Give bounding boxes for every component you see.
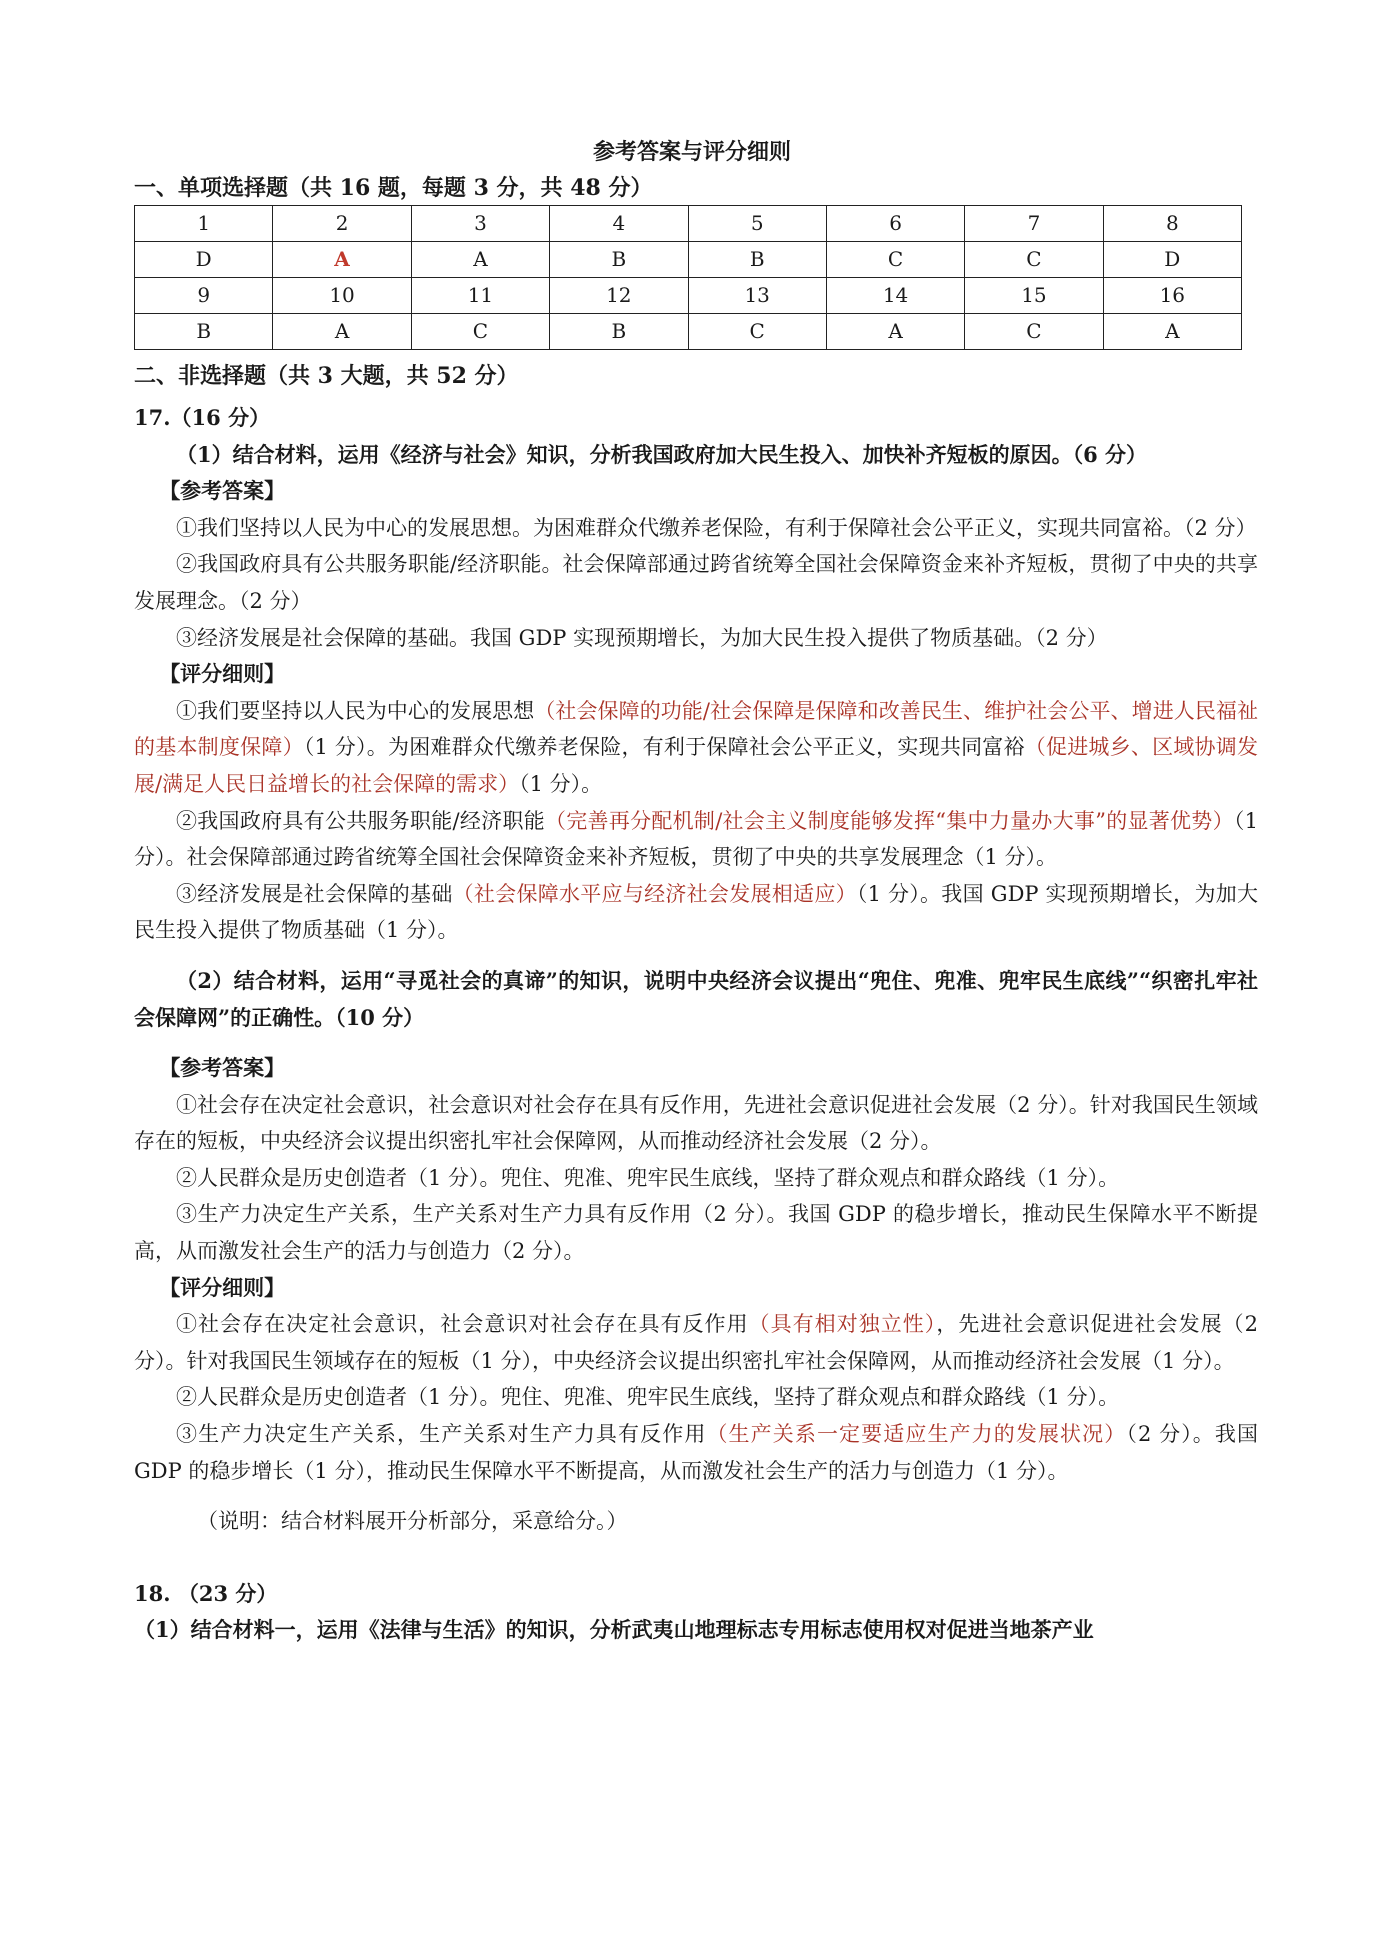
rubric-item: ①社会存在决定社会意识，社会意识对社会存在具有反作用（具有相对独立性），先进社会意识促进社会发展（2 分）。针对我国民生领域存在的短板（1 分），中央经济会议提出织密扎牢社会保障网，从而推动经济社会发展（1 分）。	[134, 1312, 1259, 1373]
answer-item: ③生产力决定生产关系，生产关系对生产力具有反作用（2 分）。我国 GDP 的稳步增长，推动民生保障水平不断提高，从而激发社会生产的活力与创造力（2 分）。	[134, 1202, 1258, 1264]
table-cell: 16	[1103, 278, 1241, 314]
answer-key-table	[134, 205, 1242, 350]
table-cell: D	[135, 242, 273, 278]
table-cell: B	[135, 314, 273, 350]
answer-item: ②人民群众是历史创造者（1 分）。兜住、兜准、兜牢民生底线，坚持了群众观点和群众路线（1 分）。	[176, 1165, 1120, 1190]
answer-item: ①社会存在决定社会意识，社会意识对社会存在具有反作用，先进社会意识促进社会发展（2 分）。针对我国民生领域存在的短板，中央经济会议提出织密扎牢社会保障网，从而推动经济社会发展（2 分）。	[134, 1092, 1258, 1154]
table-cell: 13	[688, 278, 826, 314]
answer-item: ②我国政府具有公共服务职能/经济职能。社会保障部通过跨省统筹全国社会保障资金来补齐短板，贯彻了中央的共享发展理念。（2 分）	[134, 552, 1258, 613]
table-cell: 11	[411, 278, 549, 314]
table-cell: 1	[135, 206, 273, 242]
q18-number: 18. （23 分）	[134, 1580, 278, 1606]
table-row	[135, 242, 1242, 278]
q18-part1-question: （1）结合材料一，运用《法律与生活》的知识，分析武夷山地理标志专用标志使用权对促进当地茶产业	[134, 1617, 1094, 1643]
table-cell-highlighted: A	[273, 242, 411, 278]
rubric-tag: 【评分细则】	[159, 661, 286, 687]
table-cell: A	[826, 314, 964, 350]
table-cell: C	[688, 314, 826, 350]
table-cell: 6	[826, 206, 964, 242]
table-cell: B	[550, 242, 688, 278]
table-cell: C	[411, 314, 549, 350]
scoring-note: （说明：结合材料展开分析部分，采意给分。）	[197, 1509, 628, 1534]
table-cell: 8	[1103, 206, 1241, 242]
q17-number: 17.（16 分）	[134, 405, 271, 430]
rubric-tag: 【评分细则】	[159, 1274, 286, 1300]
q17-part1-question: （1）结合材料，运用《经济与社会》知识，分析我国政府加大民生投入、加快补齐短板的原因。（6 分）	[176, 441, 1148, 467]
document-title: 参考答案与评分细则	[592, 139, 791, 165]
q17-part2-question: （2）结合材料，运用“寻觅社会的真谛”的知识，说明中央经济会议提出“兜住、兜准、兜牢民生底线”“织密扎牢社会保障网”的正确性。（10 分）	[134, 967, 1258, 1030]
table-cell: C	[965, 314, 1103, 350]
table-cell: C	[826, 242, 964, 278]
table-cell: A	[1103, 314, 1241, 350]
table-row	[135, 314, 1242, 350]
section1-heading: 一、单项选择题（共 16 题，每题 3 分，共 48 分）	[134, 175, 653, 201]
table-cell: 12	[550, 278, 688, 314]
table-row	[135, 278, 1242, 314]
section2-content	[134, 400, 1258, 1649]
rubric-item: ③生产力决定生产关系，生产关系对生产力具有反作用（生产关系一定要适应生产力的发展状况）（2 分）。我国 GDP 的稳步增长（1 分），推动民生保障水平不断提高，从而激发社会生产的活力与创造力（1 分）。	[134, 1422, 1259, 1483]
table-cell: 2	[273, 206, 411, 242]
table-row	[135, 206, 1242, 242]
answer-item: ③经济发展是社会保障的基础。我国 GDP 实现预期增长，为加大民生投入提供了物质基础。（2 分）	[176, 625, 1108, 650]
table-cell: 9	[135, 278, 273, 314]
table-cell: 15	[965, 278, 1103, 314]
table-cell: 7	[965, 206, 1103, 242]
table-cell: A	[411, 242, 549, 278]
answer-tag: 【参考答案】	[159, 478, 286, 504]
rubric-item: ②我国政府具有公共服务职能/经济职能（完善再分配机制/社会主义制度能够发挥“集中力量办大事”的显著优势）（1 分）。社会保障部通过跨省统筹全国社会保障资金来补齐短板，贯彻了中央的共享发展理念（1 分）。	[134, 808, 1258, 870]
table-cell: 4	[550, 206, 688, 242]
answer-item: ①我们坚持以人民为中心的发展思想。为困难群众代缴养老保险，有利于保障社会公平正义，实现共同富裕。（2 分）	[176, 515, 1257, 540]
answer-tag: 【参考答案】	[159, 1055, 286, 1081]
rubric-item: ①我们要坚持以人民为中心的发展思想（社会保障的功能/社会保障是保障和改善民生、维护社会公平、增进人民福祉的基本制度保障）（1 分）。为困难群众代缴养老保险，有利于保障社会公平正义，实现共同富裕（促进城乡、区域协调发展/满足人民日益增长的社会保障的需求）（1 分）。	[134, 698, 1259, 796]
table-cell: B	[688, 242, 826, 278]
table-cell: A	[273, 314, 411, 350]
rubric-item: ③经济发展是社会保障的基础（社会保障水平应与经济社会发展相适应）（1 分）。我国 GDP 实现预期增长，为加大民生投入提供了物质基础（1 分）。	[134, 881, 1258, 943]
table-cell: B	[550, 314, 688, 350]
table-cell: 5	[688, 206, 826, 242]
table-cell: 10	[273, 278, 411, 314]
section2-heading: 二、非选择题（共 3 大题，共 52 分）	[134, 363, 519, 389]
table-cell: C	[965, 242, 1103, 278]
table-cell: 3	[411, 206, 549, 242]
rubric-item: ②人民群众是历史创造者（1 分）。兜住、兜准、兜牢民生底线，坚持了群众观点和群众路线（1 分）。	[176, 1385, 1120, 1410]
table-cell: D	[1103, 242, 1241, 278]
table-cell: 14	[826, 278, 964, 314]
